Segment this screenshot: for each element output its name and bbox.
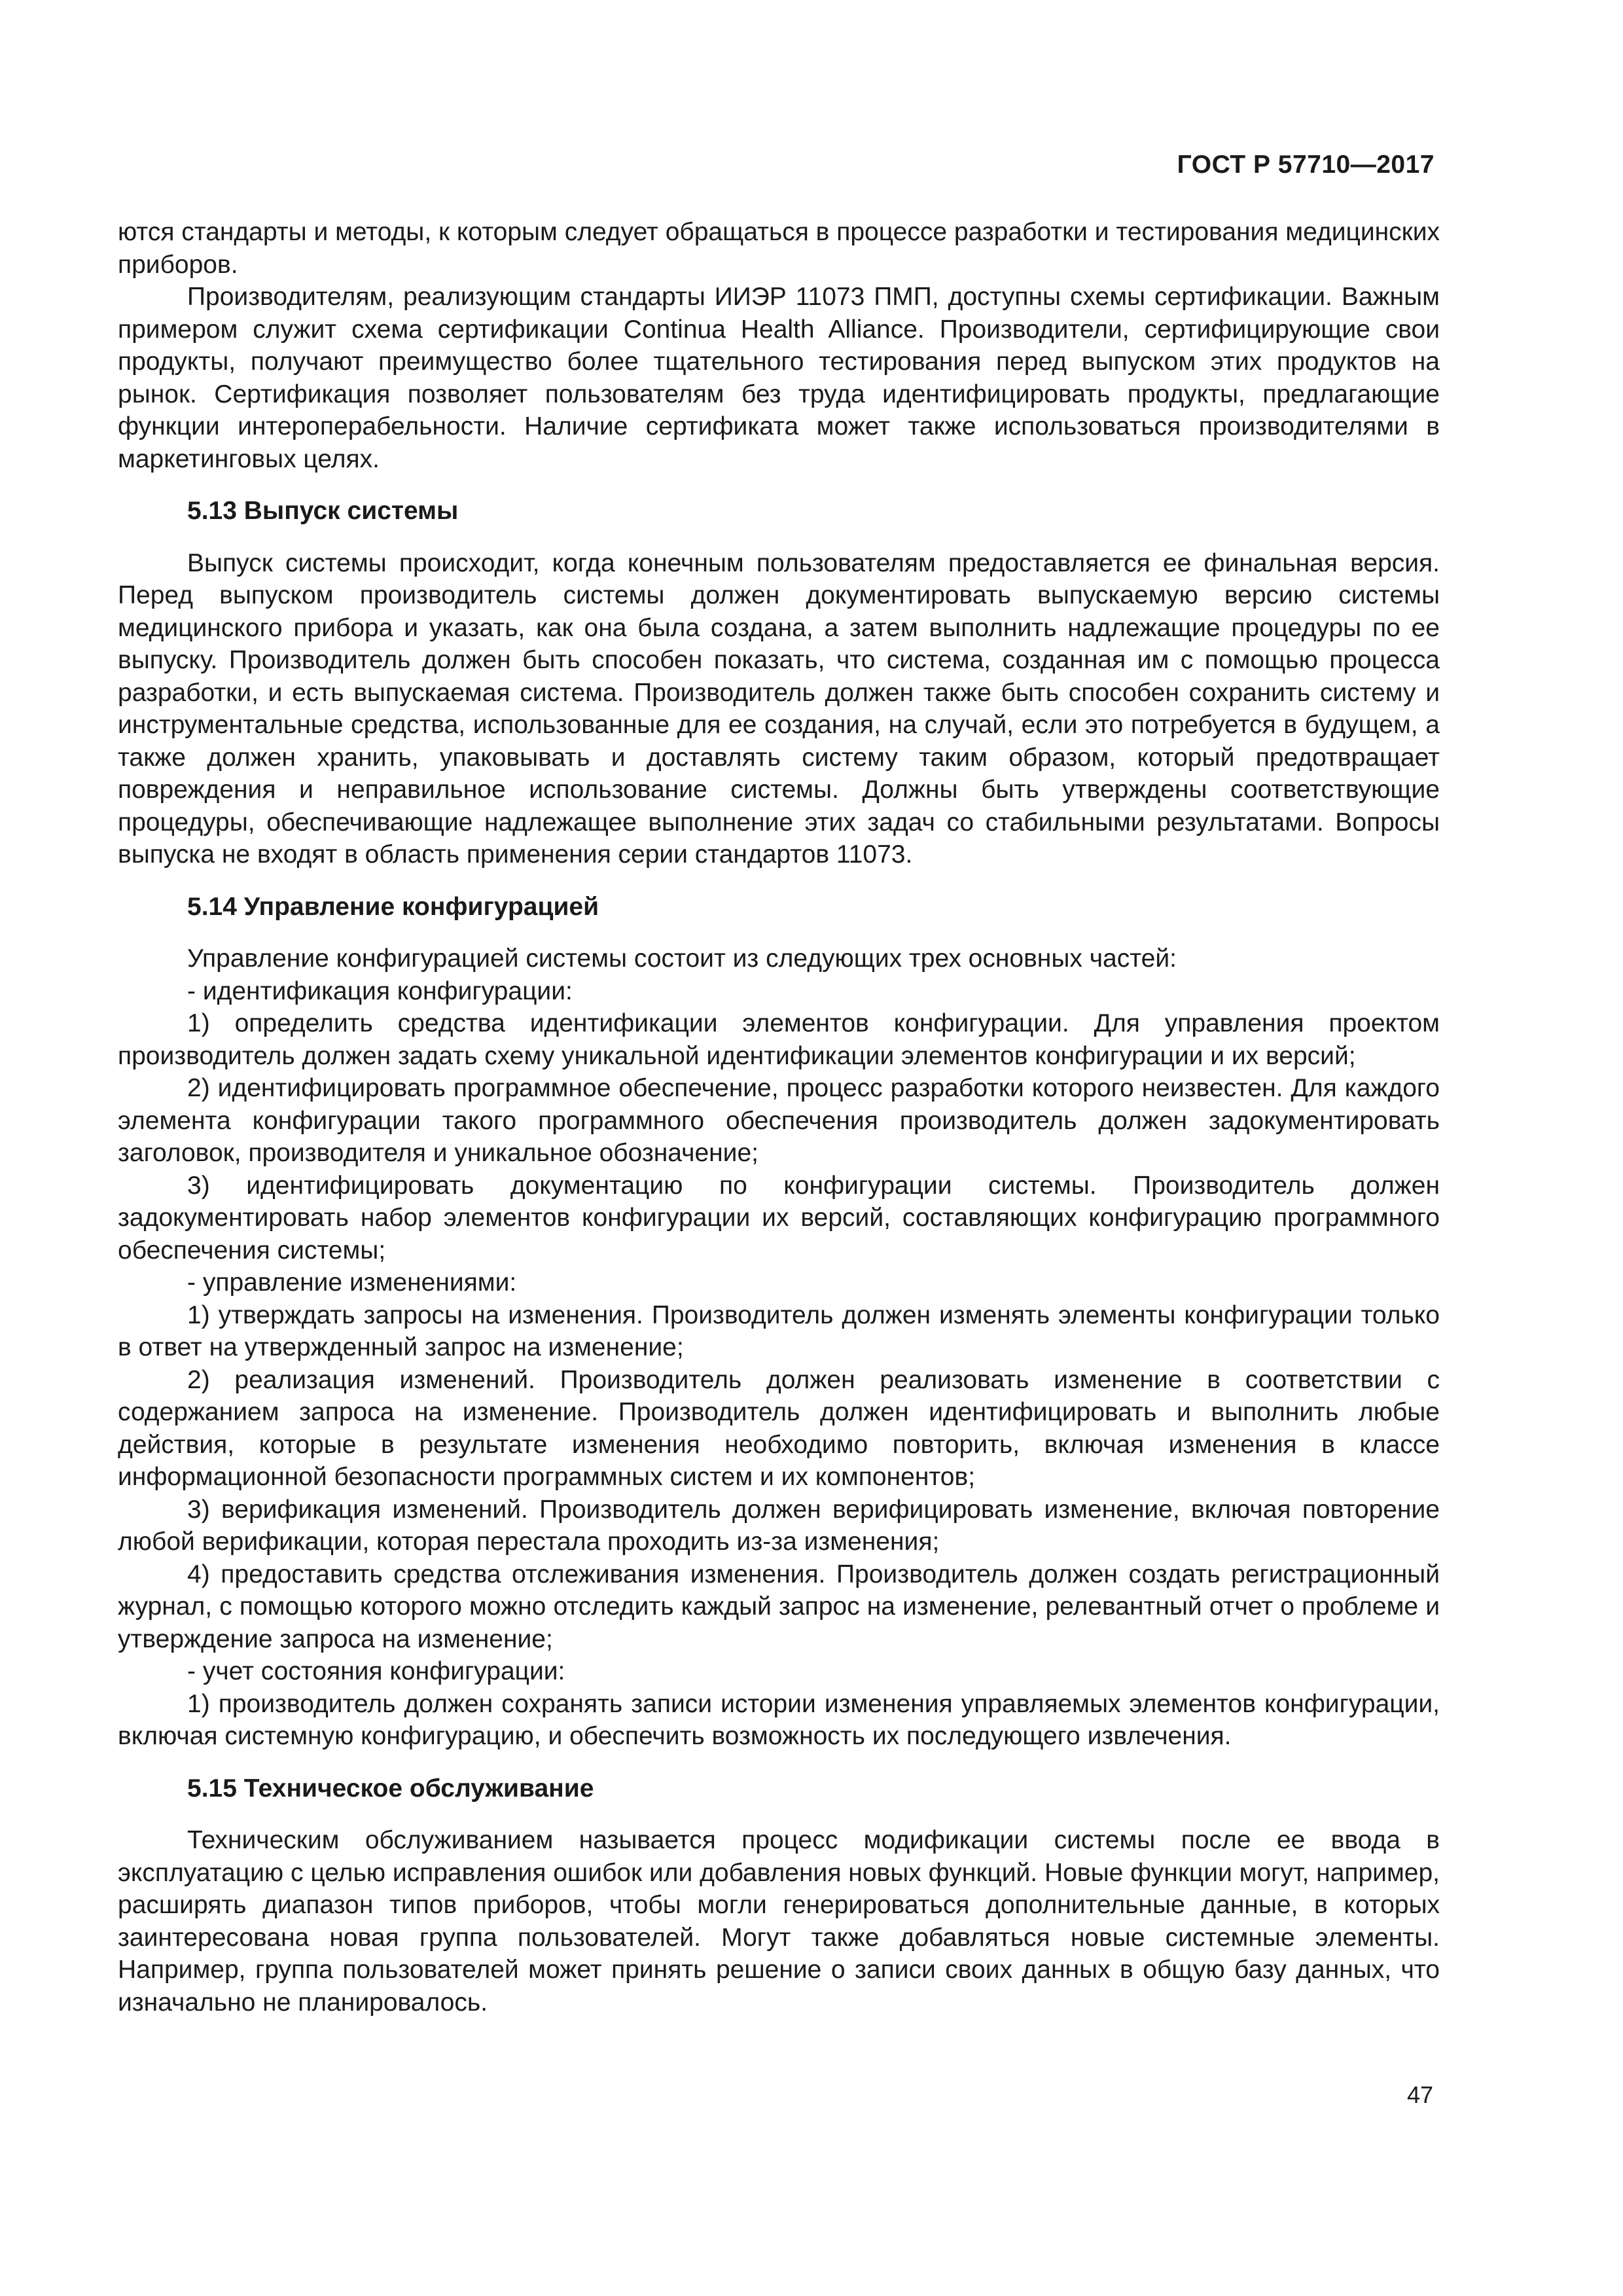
page-number: 47 [1406,2081,1433,2108]
intro-paragraph-2: Производителям, реализующим стандарты ИИЭР 11073 ПМП, доступны схемы сертификации. Важным примером служит схема сертификации Continua Health Alliance. Производители, сертифицирующие свои продукты, получают преимущество более тщательного тестирования перед выпуском этих продуктов на рынок. Сертификация позволяет пользователям без труда идентифицировать продукты, предлагающие функции интероперабельности. Наличие сертификата может также использоваться производителями в маркетинговых целях. [118,283,1440,473]
section-5-14-part1-title: - идентификация конфигурации: [187,977,573,1005]
section-5-14-part2-title: - управление изменениями: [187,1268,517,1297]
section-5-14-heading: 5.14 Управление конфигурацией [187,892,599,921]
section-5-14-intro: Управление конфигурацией системы состоит из следующих трех основных частей: [187,944,1177,973]
section-5-14-part3-item1: 1) производитель должен сохранять записи истории изменения управляемых элементов конфигурации, включая системную конфигурацию, и обеспечить возможность их последующего извлечения. [118,1689,1440,1750]
section-5-14-part2-item4: 4) предоставить средства отслеживания изменения. Производитель должен создать регистрационный журнал, с помощью которого можно отследить каждый запрос на изменение, релевантный отчет о проблеме и утверждение запроса на изменение; [118,1560,1440,1653]
document-header-id: ГОСТ Р 57710—2017 [1177,151,1435,179]
section-5-14-part2-item2: 2) реализация изменений. Производитель должен реализовать изменение в соответствии с содержанием запроса на изменение. Производитель должен идентифицировать и выполнить любые действия, которые в результате изменения необходимо повторить, включая изменения в классе информационной безопасности программных систем и их компонентов; [118,1365,1440,1491]
intro-paragraph-1: ются стандарты и методы, к которым следует обращаться в процессе разработки и тестирования медицинских приборов. [118,218,1440,279]
section-5-14-part2-item3: 3) верификация изменений. Производитель должен верифицировать изменение, включая повторение любой верификации, которая перестала проходить из-за изменения; [118,1495,1440,1556]
document-body [118,216,1440,2018]
section-5-15-paragraph: Техническим обслуживанием называется процесс модификации системы после ее ввода в эксплуатацию с целью исправления ошибок или добавления новых функций. Новые функции могут, например, расширять диапазон типов приборов, чтобы могли генерироваться дополнительные данные, в которых заинтересована новая группа пользователей. Могут также добавляться новые системные элементы. Например, группа пользователей может принять решение о записи своих данных в общую базу данных, что изначально не планировалось. [118,1826,1440,2017]
section-5-14-part1-item3: 3) идентифицировать документацию по конфигурации системы. Производитель должен задокументировать набор элементов конфигурации их версий, составляющих конфигурацию программного обеспечения системы; [118,1171,1440,1265]
section-5-14-part3-title: - учет состояния конфигурации: [187,1657,565,1685]
section-5-14-part1-item2: 2) идентифицировать программное обеспечение, процесс разработки которого неизвестен. Для каждого элемента конфигурации такого программного обеспечения производитель должен задокументировать заголовок, производителя и уникальное обозначение; [118,1074,1440,1167]
section-5-13-paragraph: Выпуск системы происходит, когда конечным пользователям предоставляется ее финальная версия. Перед выпуском производитель системы должен документировать выпускаемую версию системы медицинского прибора и указать, как она была создана, а затем выполнить надлежащие процедуры по ее выпуску. Производитель должен быть способен показать, что система, созданная им с помощью процесса разработки, и есть выпускаемая система. Производитель должен также быть способен сохранить систему и инструментальные средства, использованные для ее создания, на случай, если это потребуется в будущем, а также должен хранить, упаковывать и доставлять систему таким образом, который предотвращает повреждения и неправильное использование системы. Должны быть утверждены соответствующие процедуры, обеспечивающие надлежащее выполнение этих задач со стабильными результатами. Вопросы выпуска не входят в область применения серии стандартов 11073. [118,548,1440,869]
section-5-13-heading: 5.13 Выпуск системы [187,497,459,525]
section-5-14-part2-item1: 1) утверждать запросы на изменения. Производитель должен изменять элементы конфигурации только в ответ на утвержденный запрос на изменение; [118,1300,1440,1361]
section-5-15-heading: 5.15 Техническое обслуживание [187,1774,594,1803]
section-5-14-part1-item1: 1) определить средства идентификации элементов конфигурации. Для управления проектом производитель должен задать схему уникальной идентификации элементов конфигурации и их версий; [118,1009,1440,1070]
